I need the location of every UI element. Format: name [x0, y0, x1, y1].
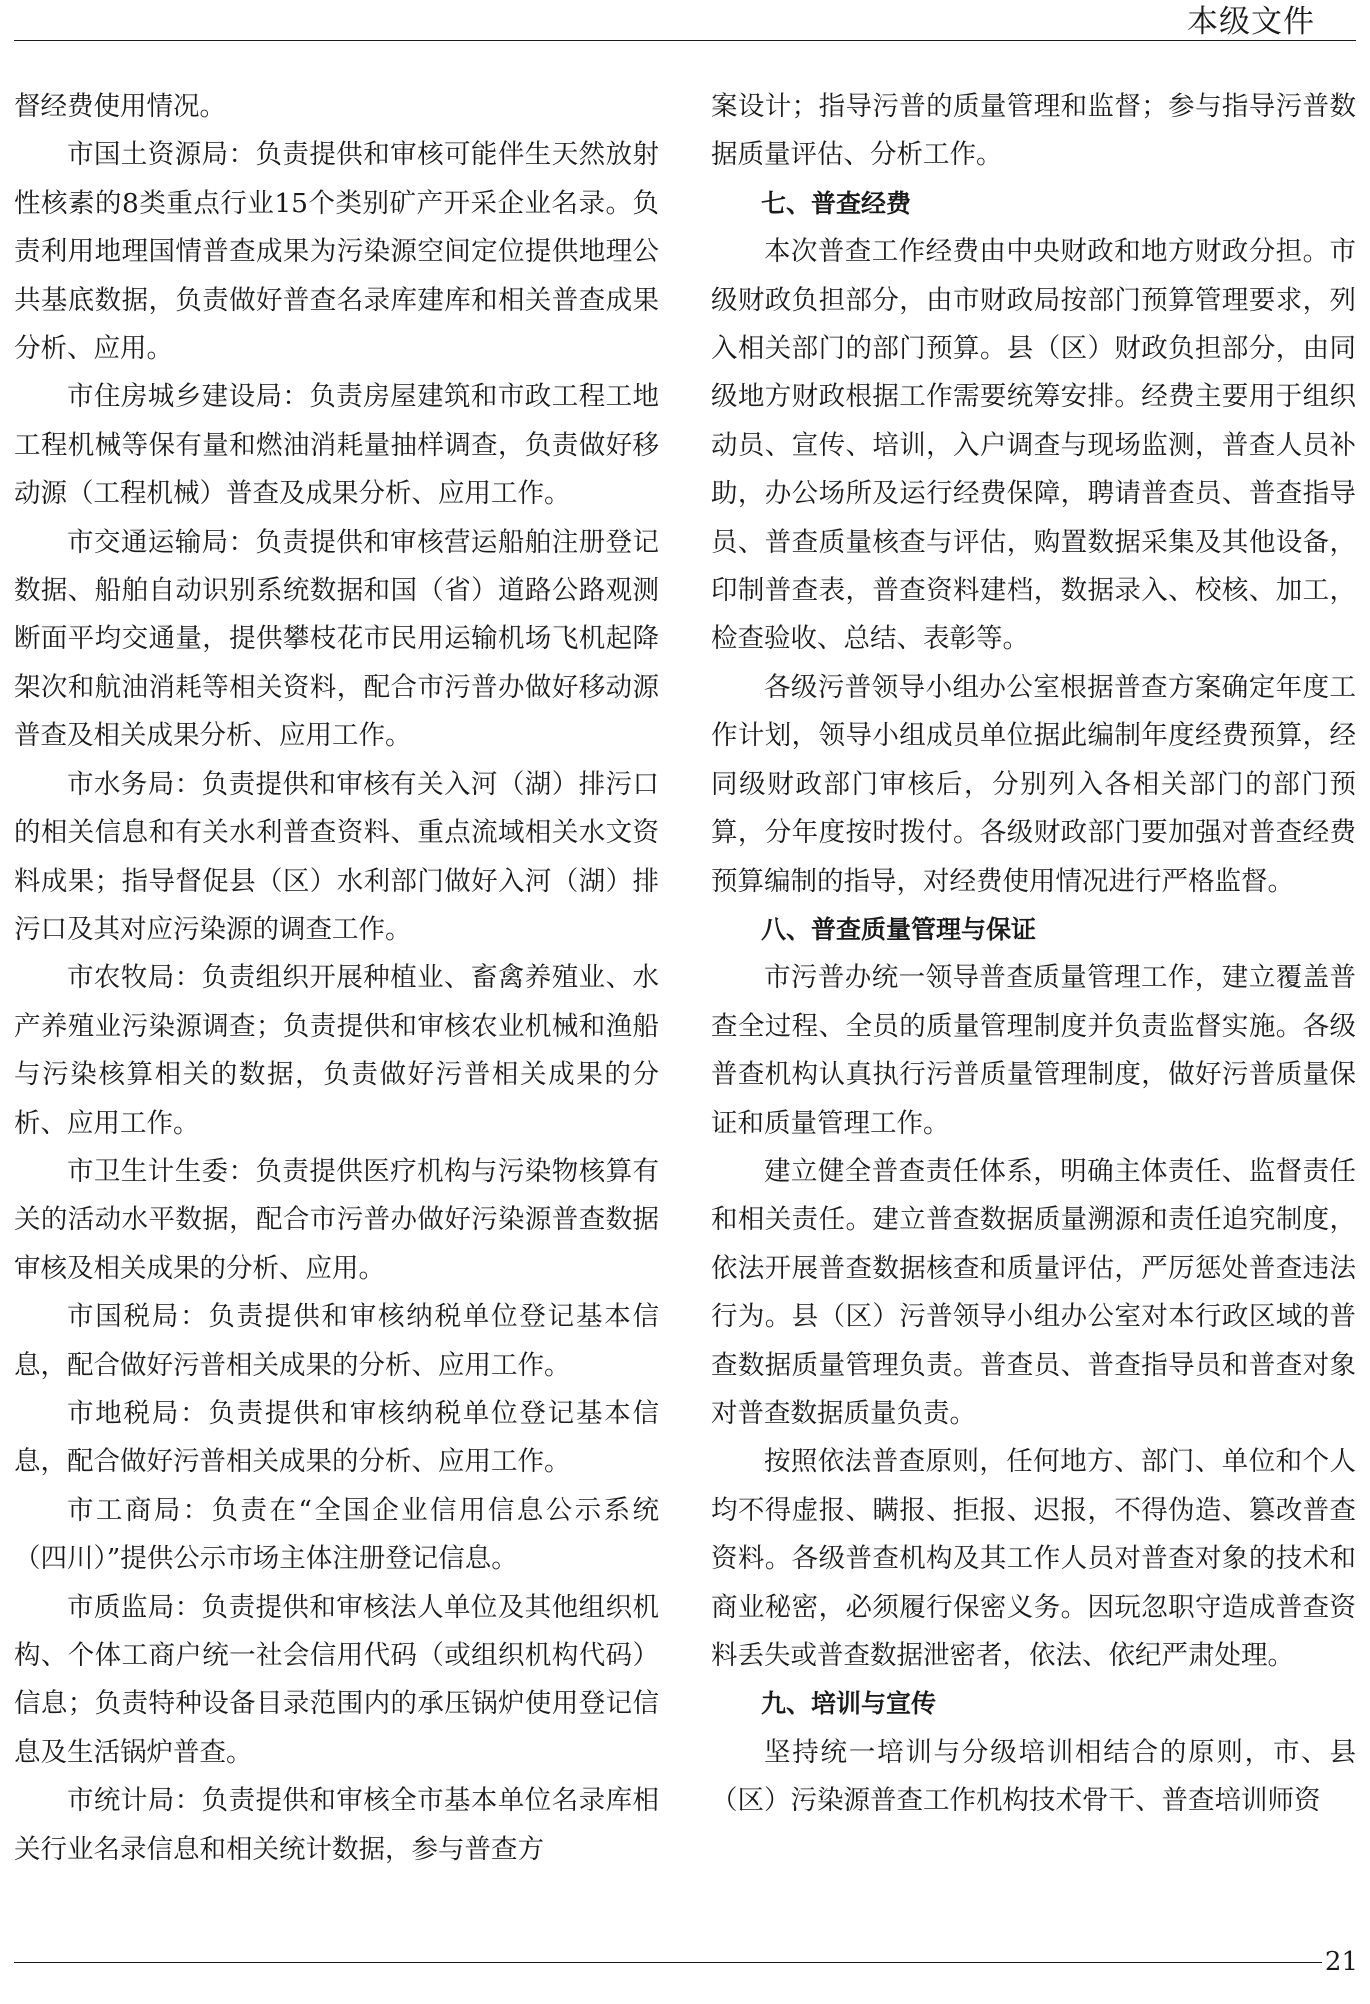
section-heading-funding: 七、普查经费 — [761, 188, 912, 218]
paragraph-local-tax-bureau: 市地税局：负责提供和审核纳税单位登记基本信息，配合做好污普相关成果的分析、应用工作。 — [14, 1397, 659, 1478]
paragraph-health-commission: 市卫生计生委：负责提供医疗机构与污染物核算有关的活动水平数据，配合市污普办做好污染源普查数据审核及相关成果的分析、应用。 — [14, 1155, 659, 1284]
paragraph-national-tax-bureau: 市国税局：负责提供和审核纳税单位登记基本信息，配合做好污普相关成果的分析、应用工作。 — [14, 1301, 659, 1381]
paragraph-quality-legal: 按照依法普查原则，任何地方、部门、单位和个人均不得虚报、瞒报、拒报、迟报，不得伪造、篡改普查资料。各级普查机构及其工作人员对普查对象的技术和商业秘密，必须履行保密义务。因玩忽职守造成普查资料丢失或普查数据泄密者，依法、依纪严肃处理。 — [711, 1446, 1356, 1671]
paragraph-continuation: 督经费使用情况。 — [14, 91, 226, 122]
paragraph-agriculture-bureau: 市农牧局：负责组织开展种植业、畜禽养殖业、水产养殖业污染源调查；负责提供和审核农业机械和渔船与污染核算相关的数据，负责做好污普相关成果的分析、应用工作。 — [14, 962, 659, 1139]
footer-rule — [14, 1962, 1322, 1963]
paragraph-statistics-bureau: 市统计局：负责提供和审核全市基本单位名录库相关行业名录信息和相关统计数据，参与普查方 — [14, 1785, 659, 1865]
paragraph-training: 坚持统一培训与分级培训相结合的原则，市、县（区）污染源普查工作机构技术骨干、普查培训师资 — [711, 1736, 1356, 1817]
section-heading-quality: 八、普查质量管理与保证 — [761, 914, 1037, 944]
paragraph-quality-responsibility: 建立健全普查责任体系，明确主体责任、监督责任和相关责任。建立普查数据质量溯源和责任追究制度，依法开展普查数据核查和质量评估，严厉惩处普查违法行为。县（区）污普领导小组办公室对本行政区域的普查数据质量管理负责。普查员、普查指导员和普查对象对普查数据质量负责。 — [711, 1155, 1356, 1429]
page-number: 21 — [1324, 1947, 1358, 1977]
right-column — [711, 83, 1356, 1826]
paragraph-quality-leadership: 市污普办统一领导普查质量管理工作，建立覆盖普查全过程、全员的质量管理制度并负责监督实施。各级普查机构认真执行污普质量管理制度，做好污普质量保证和质量管理工作。 — [711, 962, 1356, 1139]
paragraph-funding-sources: 本次普查工作经费由中央财政和地方财政分担。市级财政负担部分，由市财政局按部门预算管理要求，列入相关部门的部门预算。县（区）财政负担部分，由同级地方财政根据工作需要统筹安排。经费主要用于组织动员、宣传、培训，入户调查与现场监测，普查人员补助，办公场所及运行经费保障，聘请普查员、普查指导员、普查质量核查与评估，购置数据采集及其他设备，印制普查表，普查资料建档，数据录入、校核、加工，检查验收、总结、表彰等。 — [711, 236, 1356, 655]
left-column — [14, 83, 659, 1874]
section-heading-training: 九、培训与宣传 — [761, 1689, 937, 1719]
paragraph-continuation: 案设计；指导污普的质量管理和监督；参与指导污普数据质量评估、分析工作。 — [711, 91, 1356, 171]
paragraph-quality-supervision-bureau: 市质监局：负责提供和审核法人单位及其他组织机构、个体工商户统一社会信用代码（或组织机构代码）信息；负责特种设备目录范围内的承压锅炉使用登记信息及生活锅炉普查。 — [14, 1591, 659, 1768]
header-rule — [14, 40, 1356, 41]
paragraph-transport-bureau: 市交通运输局：负责提供和审核营运船舶注册登记数据、船舶自动识别系统数据和国（省）道路公路观测断面平均交通量，提供攀枝花市民用运输机场飞机起降架次和航油消耗等相关资料，配合市污普办做好移动源普查及相关成果分析、应用工作。 — [14, 526, 659, 752]
paragraph-water-affairs-bureau: 市水务局：负责提供和审核有关入河（湖）排污口的相关信息和有关水利普查资料、重点流域相关水文资料成果；指导督促县（区）水利部门做好入河（湖）排污口及其对应污染源的调查工作。 — [14, 768, 659, 945]
paragraph-housing-construction-bureau: 市住房城乡建设局：负责房屋建筑和市政工程工地工程机械等保有量和燃油消耗量抽样调查，负责做好移动源（工程机械）普查及成果分析、应用工作。 — [14, 381, 659, 510]
running-header-title: 本级文件 — [1187, 4, 1315, 40]
paragraph-land-resources-bureau: 市国土资源局：负责提供和审核可能伴生天然放射性核素的8类重点行业15个类别矿产开采企业名录。负责利用地理国情普查成果为污染源空间定位提供地理公共基底数据，负责做好普查名录库建库和相关普查成果分析、应用。 — [14, 139, 659, 365]
paragraph-funding-budget: 各级污普领导小组办公室根据普查方案确定年度工作计划，领导小组成员单位据此编制年度经费预算，经同级财政部门审核后，分别列入各相关部门的部门预算，分年度按时拨付。各级财政部门要加强对普查经费预算编制的指导，对经费使用情况进行严格监督。 — [711, 671, 1356, 897]
paragraph-industry-commerce-bureau: 市工商局：负责在“全国企业信用信息公示系统（四川）”提供公示市场主体注册登记信息。 — [14, 1494, 659, 1575]
